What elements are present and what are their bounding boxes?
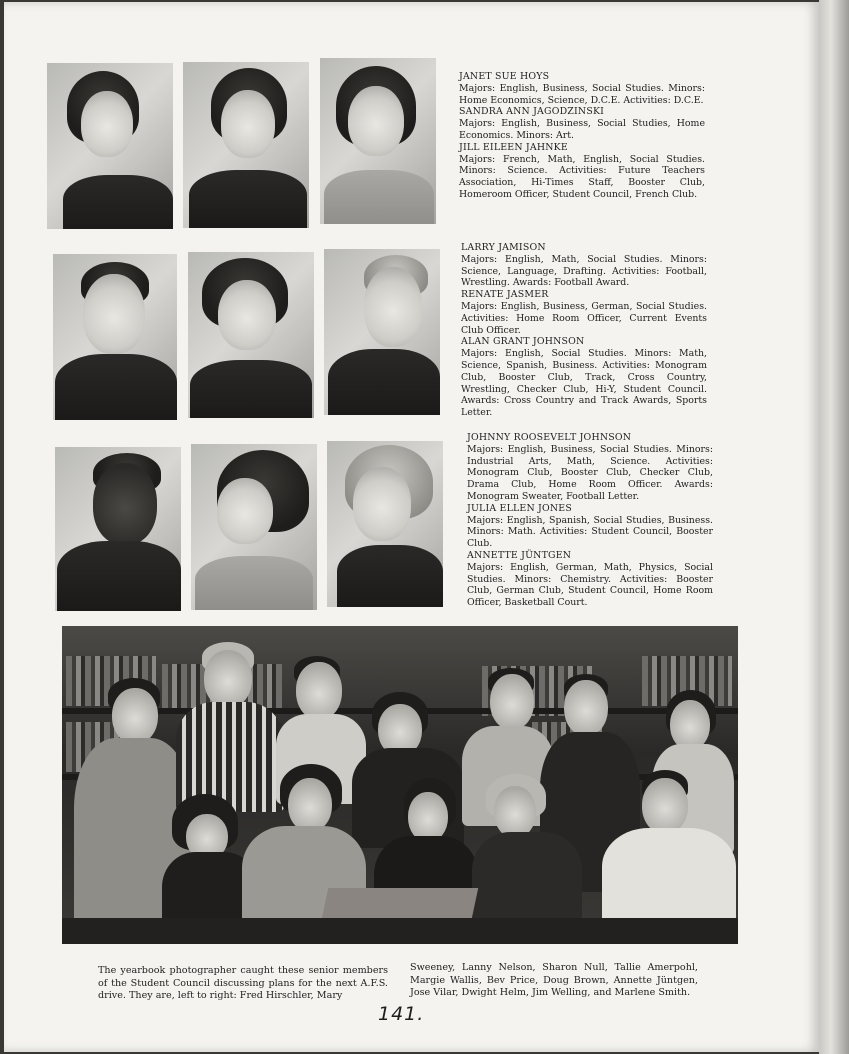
portrait-johnny-johnson <box>55 447 181 611</box>
student-details: Majors: English, Business, Social Studies. Minors: Industrial Arts, Math, Science. Activities: Monogram Club, Booster Club, Checker Club, Drama Club, Home Room Officer. Awards: Monogram Sweater, Football Letter. <box>467 443 713 502</box>
student-name: ANNETTE JÜNTGEN <box>467 549 572 561</box>
table <box>62 918 738 944</box>
student-name: SANDRA ANN JAGODZINSKI <box>459 106 605 118</box>
student-name: ALAN GRANT JOHNSON <box>461 336 585 348</box>
student-name: JILL EILEEN JAHNKE <box>459 141 568 153</box>
student-name: JULIA ELLEN JONES <box>467 502 572 514</box>
student-details: Majors: English, German, Math, Physics, Social Studies. Minors: Chemistry. Activities: Booster Club, German Club, Student Council, Home Room Officer, Basketball Court. <box>467 561 713 609</box>
bio-block-2 <box>461 242 707 419</box>
portrait-julia-jones <box>191 444 317 610</box>
page-edge <box>819 0 849 1054</box>
student-details: Majors: English, Social Studies. Minors: Math, Science, Spanish, Business. Activities: Monogram Club, Booster Club, Track, Cross Country, Wrestling, Checker Club, Hi-Y, Student Council. Awards: Cross Country and Track Awards, Sports Letter. <box>461 348 707 419</box>
portrait-jill-jahnke <box>320 58 436 224</box>
student-name: JANET SUE HOYS <box>459 71 550 82</box>
portrait-renate-jasmer <box>188 252 314 418</box>
student-name: JOHNNY ROOSEVELT JOHNSON <box>467 432 632 443</box>
student-name: LARRY JAMISON <box>461 242 546 253</box>
bio-block-1 <box>459 71 705 201</box>
portrait-alan-johnson <box>324 249 440 415</box>
group-caption-right: Sweeney, Lanny Nelson, Sharon Null, Tallie Amerpohl, Margie Wallis, Bev Price, Doug Brown, Annette Jüntgen, Jose Vilar, Dwight Helm, Jim Welling, and Marlene Smith. <box>410 962 698 999</box>
student-name: RENATE JASMER <box>461 289 549 301</box>
student-details: Majors: French, Math, English, Social Studies. Minors: Science. Activities: Future Teachers Association, Hi-Times Staff, Booster Club, Homeroom Officer, Student Council, French Club. <box>459 153 705 200</box>
student-details: Majors: English, Business, German, Social Studies. Activities: Home Room Officer, Current Events Club Officer. <box>461 300 707 336</box>
group-caption-left: The yearbook photographer caught these senior members of the Student Council discussing plans for the next A.F.S. drive. They are, left to right: Fred Hirschler, Mary <box>98 965 388 1002</box>
student-details: Majors: English, Business, Social Studies, Home Economics. Minors: Art. <box>459 118 705 141</box>
page-number: 141. <box>378 1003 425 1025</box>
student-details: Majors: English, Business, Social Studies. Minors: Home Economics, Science, D.C.E. Activities: D.C.E. <box>459 82 705 106</box>
student-council-group-photo <box>62 626 738 944</box>
student-details: Majors: English, Math, Social Studies. Minors: Science, Language, Drafting. Activities: Football, Wrestling. Awards: Football Award. <box>461 253 707 289</box>
portrait-sandra-jagodzinski <box>183 62 309 228</box>
portrait-janet-hoys <box>47 63 173 229</box>
portrait-larry-jamison <box>53 254 177 420</box>
bio-block-3 <box>467 432 713 609</box>
portrait-annette-juntgen <box>327 441 443 607</box>
student-details: Majors: English, Spanish, Social Studies, Business. Minors: Math. Activities: Student Council, Booster Club. <box>467 514 713 550</box>
